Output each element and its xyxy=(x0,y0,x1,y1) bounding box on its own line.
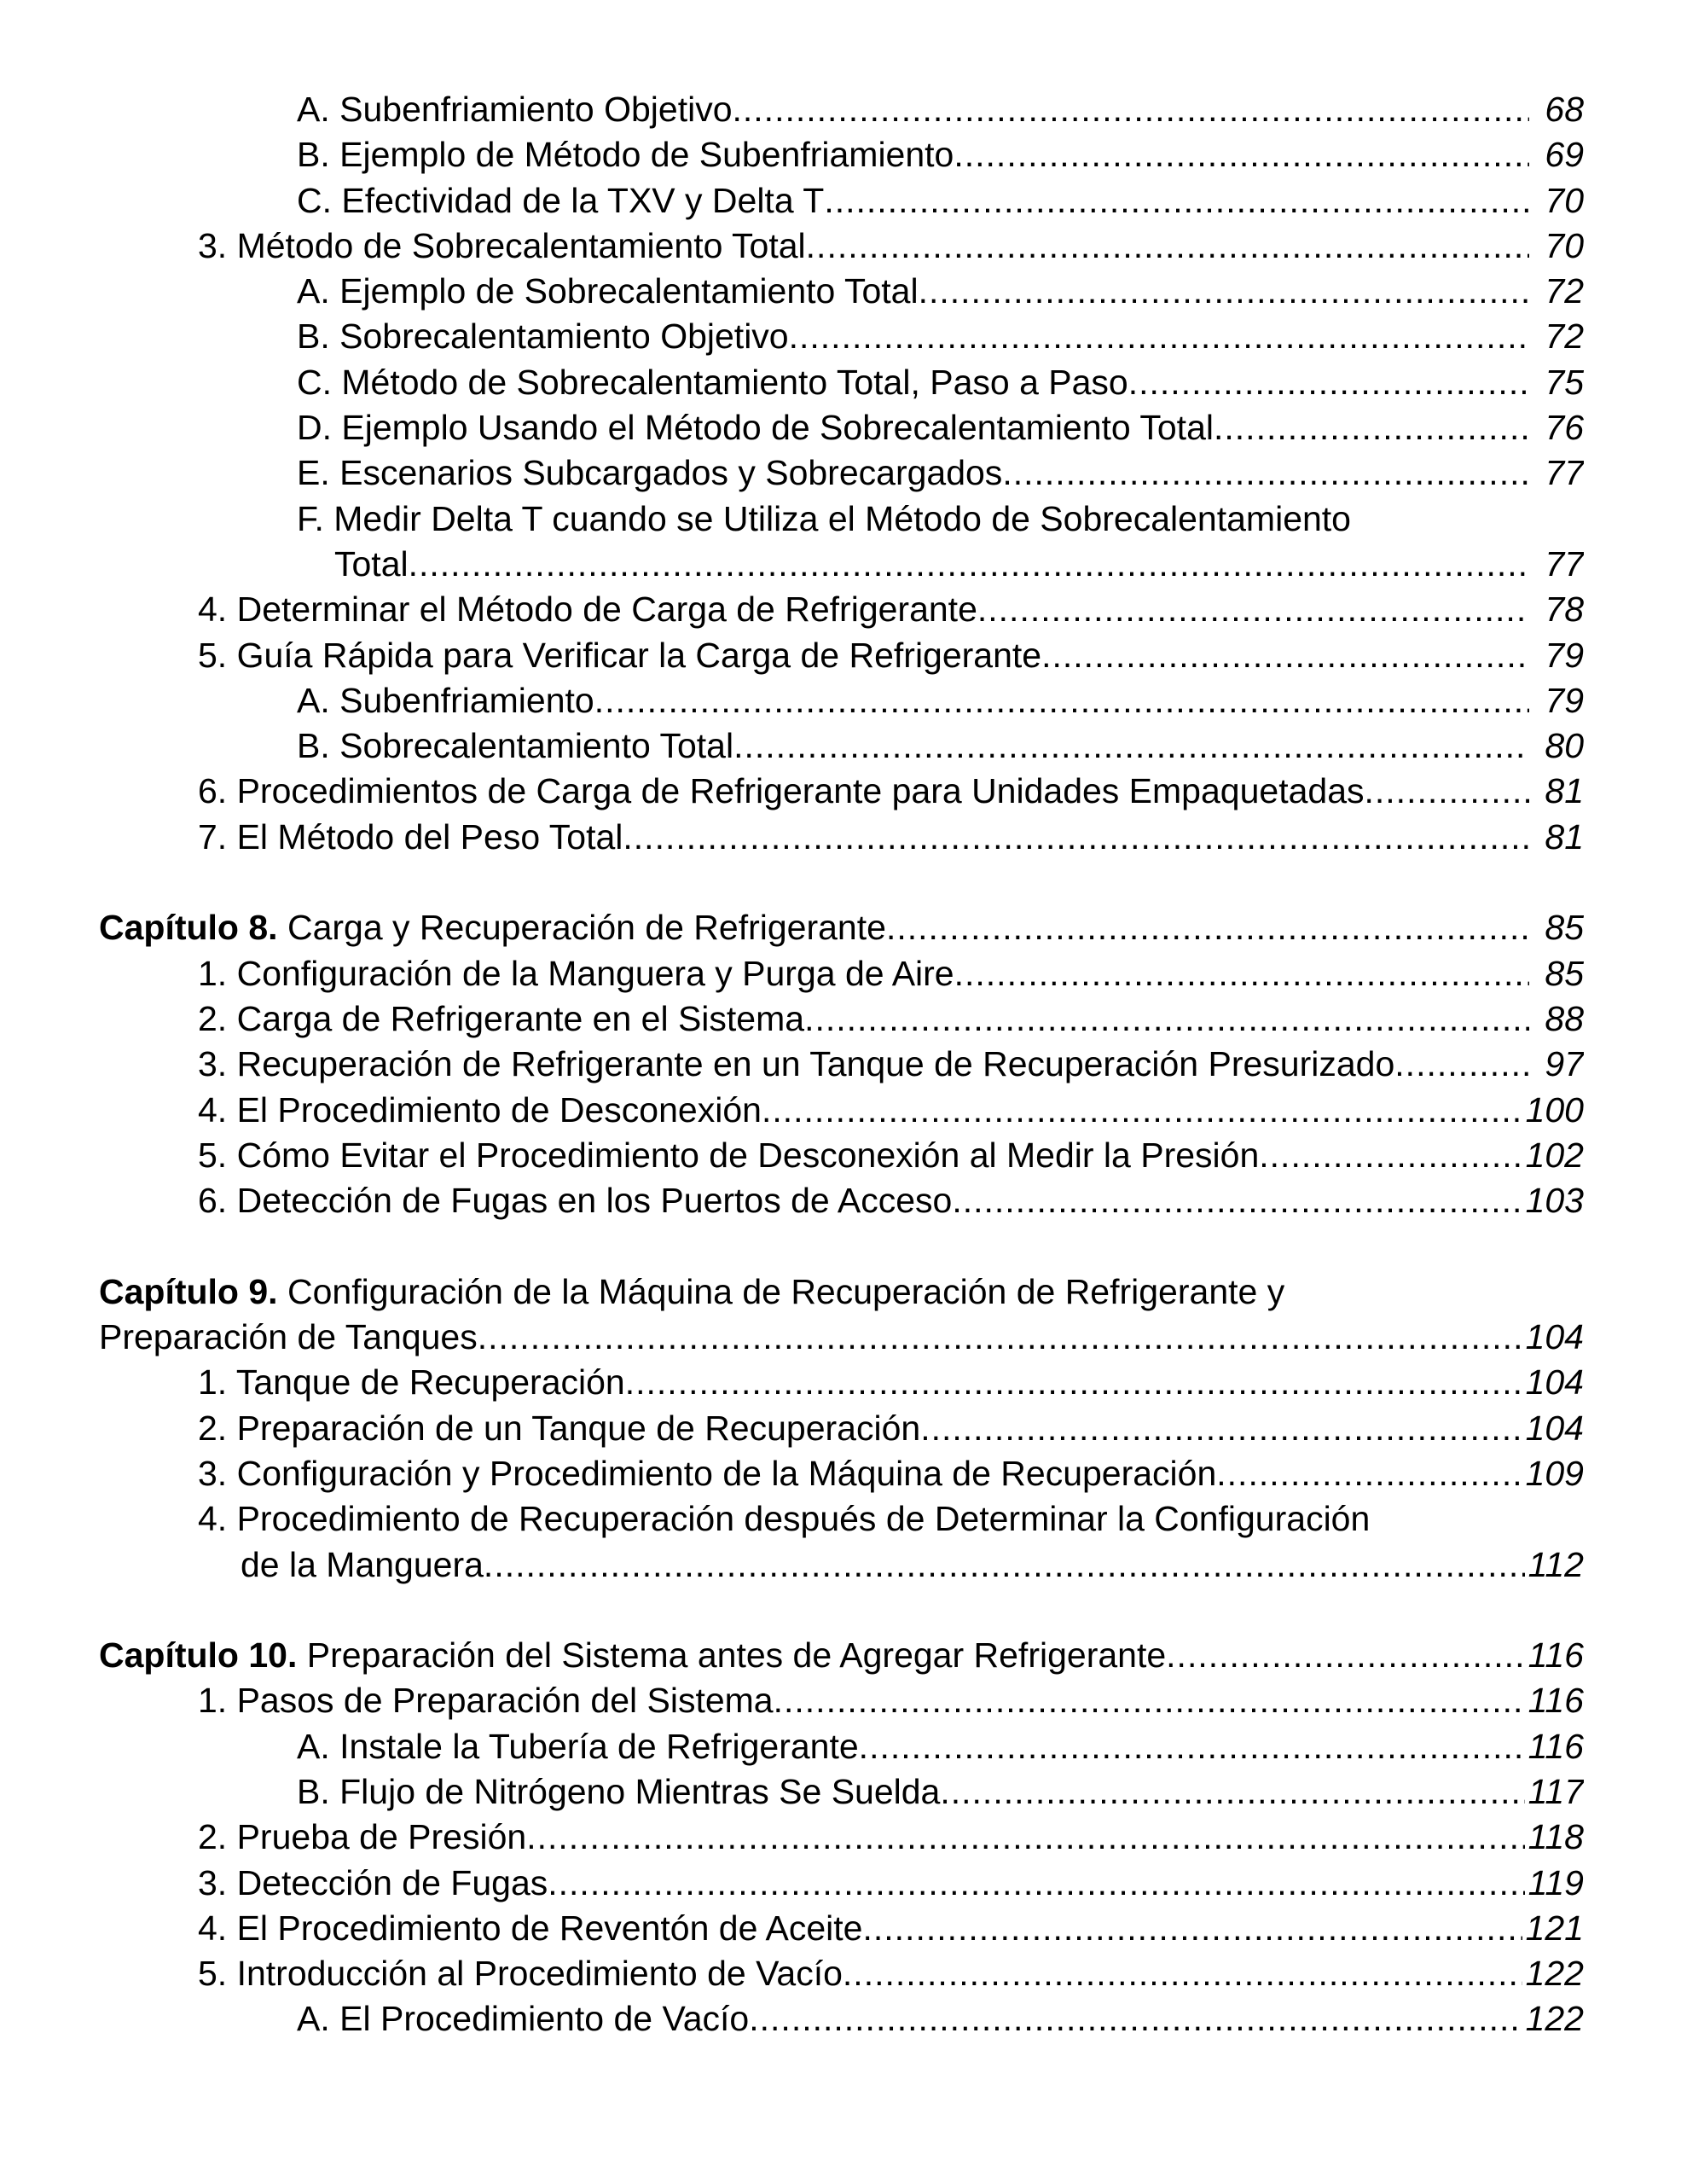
chapter-title: Preparación del Sistema antes de Agregar Refrigerante xyxy=(306,1635,1167,1676)
page-number: 104 xyxy=(1525,1362,1584,1403)
toc-entry-title: 2. Prueba de Presión xyxy=(198,1817,527,1857)
toc-entry-line xyxy=(198,633,1584,678)
page-number: 109 xyxy=(1525,1453,1584,1493)
toc-entry-title: 3. Configuración y Procedimiento de la Máquina de Recuperación xyxy=(198,1453,1217,1493)
dot-leader xyxy=(625,1360,1522,1405)
dot-leader xyxy=(733,723,1529,769)
page-number: 97 xyxy=(1545,1044,1584,1084)
toc-entry-line xyxy=(297,1769,1584,1815)
toc-entry-line xyxy=(198,1133,1584,1178)
toc-chapter-entry[interactable] xyxy=(0,1269,1687,1315)
page-number: 116 xyxy=(1528,1726,1584,1766)
page-number: 104 xyxy=(1525,1317,1584,1357)
toc-entry-line xyxy=(297,132,1584,177)
toc-entry-line xyxy=(297,1724,1584,1769)
toc-entry-line xyxy=(198,996,1584,1042)
toc-entry-line xyxy=(198,1360,1584,1405)
toc-entry[interactable] xyxy=(0,178,1687,224)
toc-entry[interactable] xyxy=(0,1906,1687,1951)
dot-leader xyxy=(409,542,1529,587)
toc-entry[interactable] xyxy=(0,1178,1687,1223)
toc-entry[interactable] xyxy=(0,1496,1687,1542)
toc-entry-title: 5. Cómo Evitar el Procedimiento de Desconexión al Medir la Presión xyxy=(198,1135,1260,1175)
toc-entry-title: D. Ejemplo Usando el Método de Sobrecalentamiento Total xyxy=(297,408,1214,448)
toc-entry[interactable] xyxy=(0,1406,1687,1451)
page-number: 117 xyxy=(1528,1771,1584,1811)
toc-entry-line xyxy=(198,587,1584,632)
dot-leader xyxy=(919,269,1529,314)
dot-leader xyxy=(1002,450,1529,496)
dot-leader xyxy=(1214,405,1529,450)
toc-entry[interactable] xyxy=(0,1542,1687,1588)
toc-entry-title: A. Ejemplo de Sobrecalentamiento Total xyxy=(297,271,919,311)
toc-entry-title: 5. Introducción al Procedimiento de Vacío xyxy=(198,1954,843,1994)
toc-entry-line xyxy=(297,360,1584,405)
dot-leader xyxy=(977,587,1529,632)
toc-entry[interactable] xyxy=(0,1042,1687,1087)
toc-entry[interactable] xyxy=(0,951,1687,996)
toc-entry-line xyxy=(198,1451,1584,1496)
toc-entry[interactable] xyxy=(0,678,1687,723)
toc-entry-line xyxy=(198,1815,1584,1860)
page-number: 70 xyxy=(1545,180,1584,220)
toc-entry-title: 3. Detección de Fugas xyxy=(198,1862,548,1902)
dot-leader xyxy=(954,132,1529,177)
toc-entry-line xyxy=(297,450,1584,496)
toc-entry[interactable] xyxy=(0,587,1687,632)
toc-entry-title: B. Sobrecalentamiento Objetivo xyxy=(297,317,789,357)
toc-entry-line xyxy=(297,497,1351,542)
toc-entry[interactable] xyxy=(0,1088,1687,1133)
toc-entry-line xyxy=(297,405,1584,450)
toc-entry-line xyxy=(99,1269,1284,1315)
table-of-contents xyxy=(0,87,1687,2042)
page-number: 72 xyxy=(1545,317,1584,357)
toc-entry[interactable] xyxy=(0,497,1687,542)
toc-entry-line xyxy=(241,1542,1584,1588)
dot-leader xyxy=(954,951,1529,996)
toc-entry-line xyxy=(198,1042,1584,1087)
toc-entry-title: 4. El Procedimiento de Reventón de Aceite xyxy=(198,1908,863,1948)
toc-entry-title: A. Instale la Tubería de Refrigerante xyxy=(297,1726,859,1766)
toc-entry-line xyxy=(198,1678,1584,1723)
page-number: 79 xyxy=(1545,635,1584,675)
toc-entry-title xyxy=(99,905,886,950)
dot-leader xyxy=(623,815,1529,860)
page-number: 72 xyxy=(1545,271,1584,311)
toc-entry-title xyxy=(99,1269,1284,1315)
toc-entry[interactable] xyxy=(0,1678,1687,1723)
toc-chapter-entry[interactable] xyxy=(0,905,1687,950)
toc-entry[interactable] xyxy=(0,1360,1687,1405)
dot-leader xyxy=(789,314,1529,359)
dot-leader xyxy=(843,1951,1522,1996)
toc-entry[interactable] xyxy=(0,815,1687,860)
toc-entry-title: 3. Método de Sobrecalentamiento Total xyxy=(198,225,806,265)
toc-entry[interactable] xyxy=(0,269,1687,314)
toc-entry[interactable] xyxy=(0,1815,1687,1860)
toc-entry-title: 1. Tanque de Recuperación xyxy=(198,1362,625,1403)
toc-entry-title: A. El Procedimiento de Vacío xyxy=(297,1999,750,2039)
toc-entry[interactable] xyxy=(0,224,1687,269)
toc-entry-line xyxy=(297,269,1584,314)
toc-entry-title: 6. Procedimientos de Carga de Refrigerante para Unidades Empaquetadas xyxy=(198,771,1365,811)
dot-leader xyxy=(749,1996,1522,2042)
page-number: 77 xyxy=(1545,543,1584,584)
toc-entry-title: 1. Pasos de Preparación del Sistema xyxy=(198,1681,774,1721)
page-number: 88 xyxy=(1545,998,1584,1038)
page-number: 70 xyxy=(1545,225,1584,265)
toc-entry-line xyxy=(198,951,1584,996)
toc-entry-line xyxy=(198,224,1584,269)
page-number: 102 xyxy=(1525,1135,1584,1175)
toc-entry-line xyxy=(198,1496,1370,1542)
toc-entry-title: 7. El Método del Peso Total xyxy=(198,816,623,857)
dot-leader xyxy=(886,905,1529,950)
dot-leader xyxy=(1259,1133,1522,1178)
toc-entry-line xyxy=(198,815,1584,860)
dot-leader xyxy=(1394,1042,1529,1087)
dot-leader xyxy=(548,1861,1524,1906)
toc-entry-title: A. Subenfriamiento xyxy=(297,680,594,720)
page-number: 116 xyxy=(1528,1681,1584,1721)
toc-entry-line xyxy=(99,1633,1584,1678)
page-number: 79 xyxy=(1545,680,1584,720)
section-spacer xyxy=(0,1588,1687,1633)
toc-entry-line xyxy=(198,1906,1584,1951)
dot-leader xyxy=(952,1178,1522,1223)
toc-entry-line xyxy=(297,314,1584,359)
page-number: 122 xyxy=(1525,1954,1584,1994)
toc-entry-title: Total xyxy=(334,543,409,584)
toc-entry-title xyxy=(99,1633,1166,1678)
page-number: 76 xyxy=(1545,408,1584,448)
dot-leader xyxy=(824,178,1529,224)
chapter-label: Capítulo 9. xyxy=(99,1271,278,1311)
page-number: 85 xyxy=(1545,908,1584,948)
toc-entry-title: C. Efectividad de la TXV y Delta T xyxy=(297,180,825,220)
toc-entry[interactable] xyxy=(0,405,1687,450)
toc-entry[interactable] xyxy=(0,1996,1687,2042)
toc-entry-title: C. Método de Sobrecalentamiento Total, Paso a Paso xyxy=(297,362,1128,402)
page-number: 85 xyxy=(1545,953,1584,993)
toc-entry[interactable] xyxy=(0,1769,1687,1815)
toc-entry-title: B. Ejemplo de Método de Subenfriamiento xyxy=(297,135,954,175)
toc-entry-line xyxy=(198,1861,1584,1906)
toc-entry-line xyxy=(297,1996,1584,2042)
dot-leader xyxy=(484,1542,1525,1588)
page-number: 118 xyxy=(1528,1817,1584,1857)
page-number: 121 xyxy=(1525,1908,1584,1948)
toc-entry[interactable] xyxy=(0,769,1687,814)
dot-leader xyxy=(920,1406,1522,1451)
toc-chapter-entry[interactable] xyxy=(0,1633,1687,1678)
toc-entry[interactable] xyxy=(0,314,1687,359)
toc-entry-title: 1. Configuración de la Manguera y Purga de Aire xyxy=(198,953,954,993)
page-number: 112 xyxy=(1528,1544,1584,1584)
toc-entry[interactable] xyxy=(0,1315,1687,1360)
section-spacer xyxy=(0,860,1687,905)
dot-leader xyxy=(526,1815,1524,1860)
toc-entry-title: E. Escenarios Subcargados y Sobrecargados xyxy=(297,453,1003,493)
dot-leader xyxy=(1166,1633,1524,1678)
page-number: 81 xyxy=(1545,771,1584,811)
toc-entry-line xyxy=(99,905,1584,950)
chapter-label: Capítulo 10. xyxy=(99,1635,298,1676)
toc-entry[interactable] xyxy=(0,132,1687,177)
dot-leader xyxy=(806,224,1529,269)
page-number: 100 xyxy=(1525,1089,1584,1130)
page-number: 80 xyxy=(1545,726,1584,766)
page-number: 119 xyxy=(1528,1862,1584,1902)
page-number: 81 xyxy=(1545,816,1584,857)
chapter-title: Carga y Recuperación de Refrigerante xyxy=(287,908,886,948)
page-number: 103 xyxy=(1525,1181,1584,1221)
toc-entry-line xyxy=(297,678,1584,723)
toc-entry-title: B. Flujo de Nitrógeno Mientras Se Suelda xyxy=(297,1771,941,1811)
toc-entry-line xyxy=(198,1178,1584,1223)
toc-entry-line xyxy=(297,178,1584,224)
toc-entry[interactable] xyxy=(0,1861,1687,1906)
page-number: 77 xyxy=(1545,453,1584,493)
toc-entry-title: B. Sobrecalentamiento Total xyxy=(297,726,734,766)
toc-entry[interactable] xyxy=(0,633,1687,678)
page-number: 69 xyxy=(1545,135,1584,175)
toc-entry-title: Preparación de Tanques xyxy=(99,1317,478,1357)
toc-entry[interactable] xyxy=(0,996,1687,1042)
page-number: 68 xyxy=(1545,90,1584,129)
chapter-title: Configuración de la Máquina de Recuperación de Refrigerante y xyxy=(287,1271,1285,1311)
toc-entry-line xyxy=(198,1088,1584,1133)
toc-entry[interactable] xyxy=(0,1133,1687,1178)
toc-entry-title: 4. Procedimiento de Recuperación después de Determinar la Configuración xyxy=(198,1499,1371,1539)
dot-leader xyxy=(762,1088,1522,1133)
toc-entry-line xyxy=(99,1315,1584,1360)
dot-leader xyxy=(1365,769,1530,814)
toc-entry-title: 4. El Procedimiento de Desconexión xyxy=(198,1089,762,1130)
dot-leader xyxy=(733,87,1530,132)
toc-entry-title: F. Medir Delta T cuando se Utiliza el Método de Sobrecalentamiento xyxy=(297,498,1351,538)
dot-leader xyxy=(859,1724,1525,1769)
toc-entry-line xyxy=(198,1406,1584,1451)
toc-entry[interactable] xyxy=(0,542,1687,587)
dot-leader xyxy=(1128,360,1529,405)
toc-entry-title: 2. Carga de Refrigerante en el Sistema xyxy=(198,998,805,1038)
page-number: 122 xyxy=(1525,1999,1584,2039)
toc-entry-title: de la Manguera xyxy=(241,1544,484,1584)
toc-entry[interactable] xyxy=(0,1951,1687,1996)
toc-entry[interactable] xyxy=(0,450,1687,496)
toc-entry[interactable] xyxy=(0,723,1687,769)
chapter-label: Capítulo 8. xyxy=(99,908,278,948)
dot-leader xyxy=(1041,633,1529,678)
dot-leader xyxy=(862,1906,1522,1951)
toc-entry[interactable] xyxy=(0,87,1687,132)
toc-entry-title: 3. Recuperación de Refrigerante en un Tanque de Recuperación Presurizado xyxy=(198,1044,1395,1084)
section-spacer xyxy=(0,1223,1687,1269)
toc-entry-title: 6. Detección de Fugas en los Puertos de Acceso xyxy=(198,1181,953,1221)
toc-entry[interactable] xyxy=(0,360,1687,405)
toc-entry-title: 4. Determinar el Método de Carga de Refrigerante xyxy=(198,590,977,630)
dot-leader xyxy=(1216,1451,1522,1496)
dot-leader xyxy=(478,1315,1522,1360)
toc-entry-title: 5. Guía Rápida para Verificar la Carga de Refrigerante xyxy=(198,635,1042,675)
page-number: 116 xyxy=(1528,1635,1584,1676)
toc-entry-line xyxy=(334,542,1584,587)
toc-entry-title: 2. Preparación de un Tanque de Recuperación xyxy=(198,1408,921,1448)
toc-entry-line xyxy=(198,769,1584,814)
toc-entry[interactable] xyxy=(0,1724,1687,1769)
dot-leader xyxy=(774,1678,1525,1723)
page-number: 78 xyxy=(1545,590,1584,630)
dot-leader xyxy=(594,678,1529,723)
toc-entry-line xyxy=(198,1951,1584,1996)
toc-entry-line xyxy=(297,723,1584,769)
dot-leader xyxy=(804,996,1529,1042)
toc-entry-line xyxy=(297,87,1584,132)
page-number: 75 xyxy=(1545,362,1584,402)
dot-leader xyxy=(940,1769,1524,1815)
page-number: 104 xyxy=(1525,1408,1584,1448)
toc-entry-title: A. Subenfriamiento Objetivo xyxy=(297,90,733,129)
toc-entry[interactable] xyxy=(0,1451,1687,1496)
